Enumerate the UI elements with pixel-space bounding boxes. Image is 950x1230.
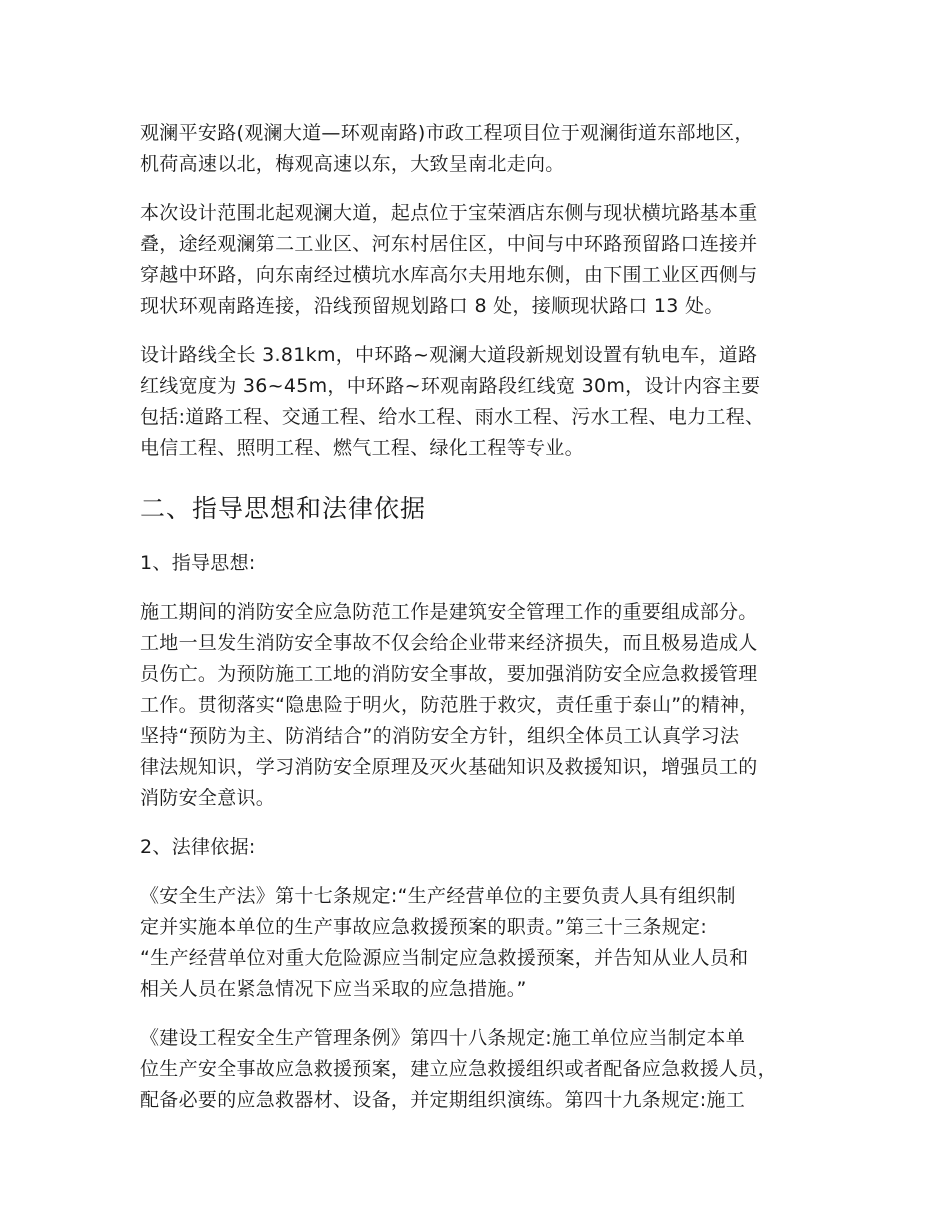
- text-line: “生产经营单位对重大危险源应当制定应急救援预案，并告知从业人员和: [140, 947, 749, 969]
- subheading-guiding-ideology: 1、指导思想:: [140, 552, 256, 574]
- paragraph-project-location: [140, 118, 830, 180]
- text-line: 配备必要的应急救器材、设备，并定期组织演练。第四十九条规定:施工: [140, 1089, 746, 1111]
- text-line: 员伤亡。为预防施工工地的消防安全事故，要加强消防安全应急救援管理: [140, 663, 758, 685]
- text-line: 工作。贯彻落实“隐患险于明火，防范胜于救灾，责任重于泰山”的精神，: [140, 694, 759, 716]
- text-line: 现状环观南路连接，沿线预留规划路口 8 处，接顺现状路口 13 处。: [140, 295, 724, 317]
- paragraph-design-length: [140, 340, 830, 464]
- paragraph-safety-law: [140, 881, 830, 1005]
- text-line: 消防安全意识。: [140, 787, 276, 809]
- text-line: 位生产安全事故应急救援预案，建立应急救援组织或者配备应急救援人员，: [140, 1058, 777, 1080]
- text-line: 穿越中环路，向东南经过横坑水库高尔夫用地东侧，由下围工业区西侧与: [140, 264, 758, 286]
- text-line: 律法规知识，学习消防安全原理及灭火基础知识及救援知识，增强员工的: [140, 756, 758, 778]
- subheading-legal-basis: 2、法律依据:: [140, 836, 256, 858]
- text-line: 观澜平安路(观澜大道—环观南路)市政工程项目位于观澜街道东部地区，: [140, 122, 754, 144]
- paragraph-guiding-ideology: [140, 597, 830, 814]
- text-line: 本次设计范围北起观澜大道，起点位于宝荣酒店东侧与现状横坑路基本重: [140, 202, 758, 224]
- text-line: 相关人员在紧急情况下应当采取的应急措施。”: [140, 978, 527, 1000]
- text-line: 坚持“预防为主、防消结合”的消防安全方针，组织全体员工认真学习法: [140, 725, 740, 747]
- text-line: 工地一旦发生消防安全事故不仅会给企业带来经济损失，而且极易造成人: [140, 632, 758, 654]
- text-line: 《建设工程安全生产管理条例》第四十八条规定:施工单位应当制定本单: [140, 1027, 746, 1049]
- paragraph-construction-regulation: [140, 1023, 830, 1116]
- document-page: [140, 118, 830, 1134]
- text-line: 定并实施本单位的生产事故应急救援预案的职责。”第三十三条规定:: [140, 916, 708, 938]
- text-line: 叠，途经观澜第二工业区、河东村居住区，中间与中环路预留路口连接并: [140, 233, 758, 255]
- text-line: 《安全生产法》第十七条规定:“生产经营单位的主要负责人具有组织制: [140, 885, 736, 907]
- text-line: 施工期间的消防安全应急防范工作是建筑安全管理工作的重要组成部分。: [140, 601, 758, 623]
- text-line: 设计路线全长 3.81km，中环路~观澜大道段新规划设置有轨电车，道路: [140, 344, 758, 366]
- section-heading: 二、指导思想和法律依据: [140, 494, 427, 523]
- text-line: 机荷高速以北，梅观高速以东，大致呈南北走向。: [140, 153, 565, 175]
- text-line: 红线宽度为 36~45m，中环路~环观南路段红线宽 30m，设计内容主要: [140, 375, 761, 397]
- paragraph-design-scope: [140, 198, 830, 322]
- text-line: 包括:道路工程、交通工程、给水工程、雨水工程、污水工程、电力工程、: [140, 406, 765, 428]
- text-line: 电信工程、照明工程、燃气工程、绿化工程等专业。: [140, 437, 584, 459]
